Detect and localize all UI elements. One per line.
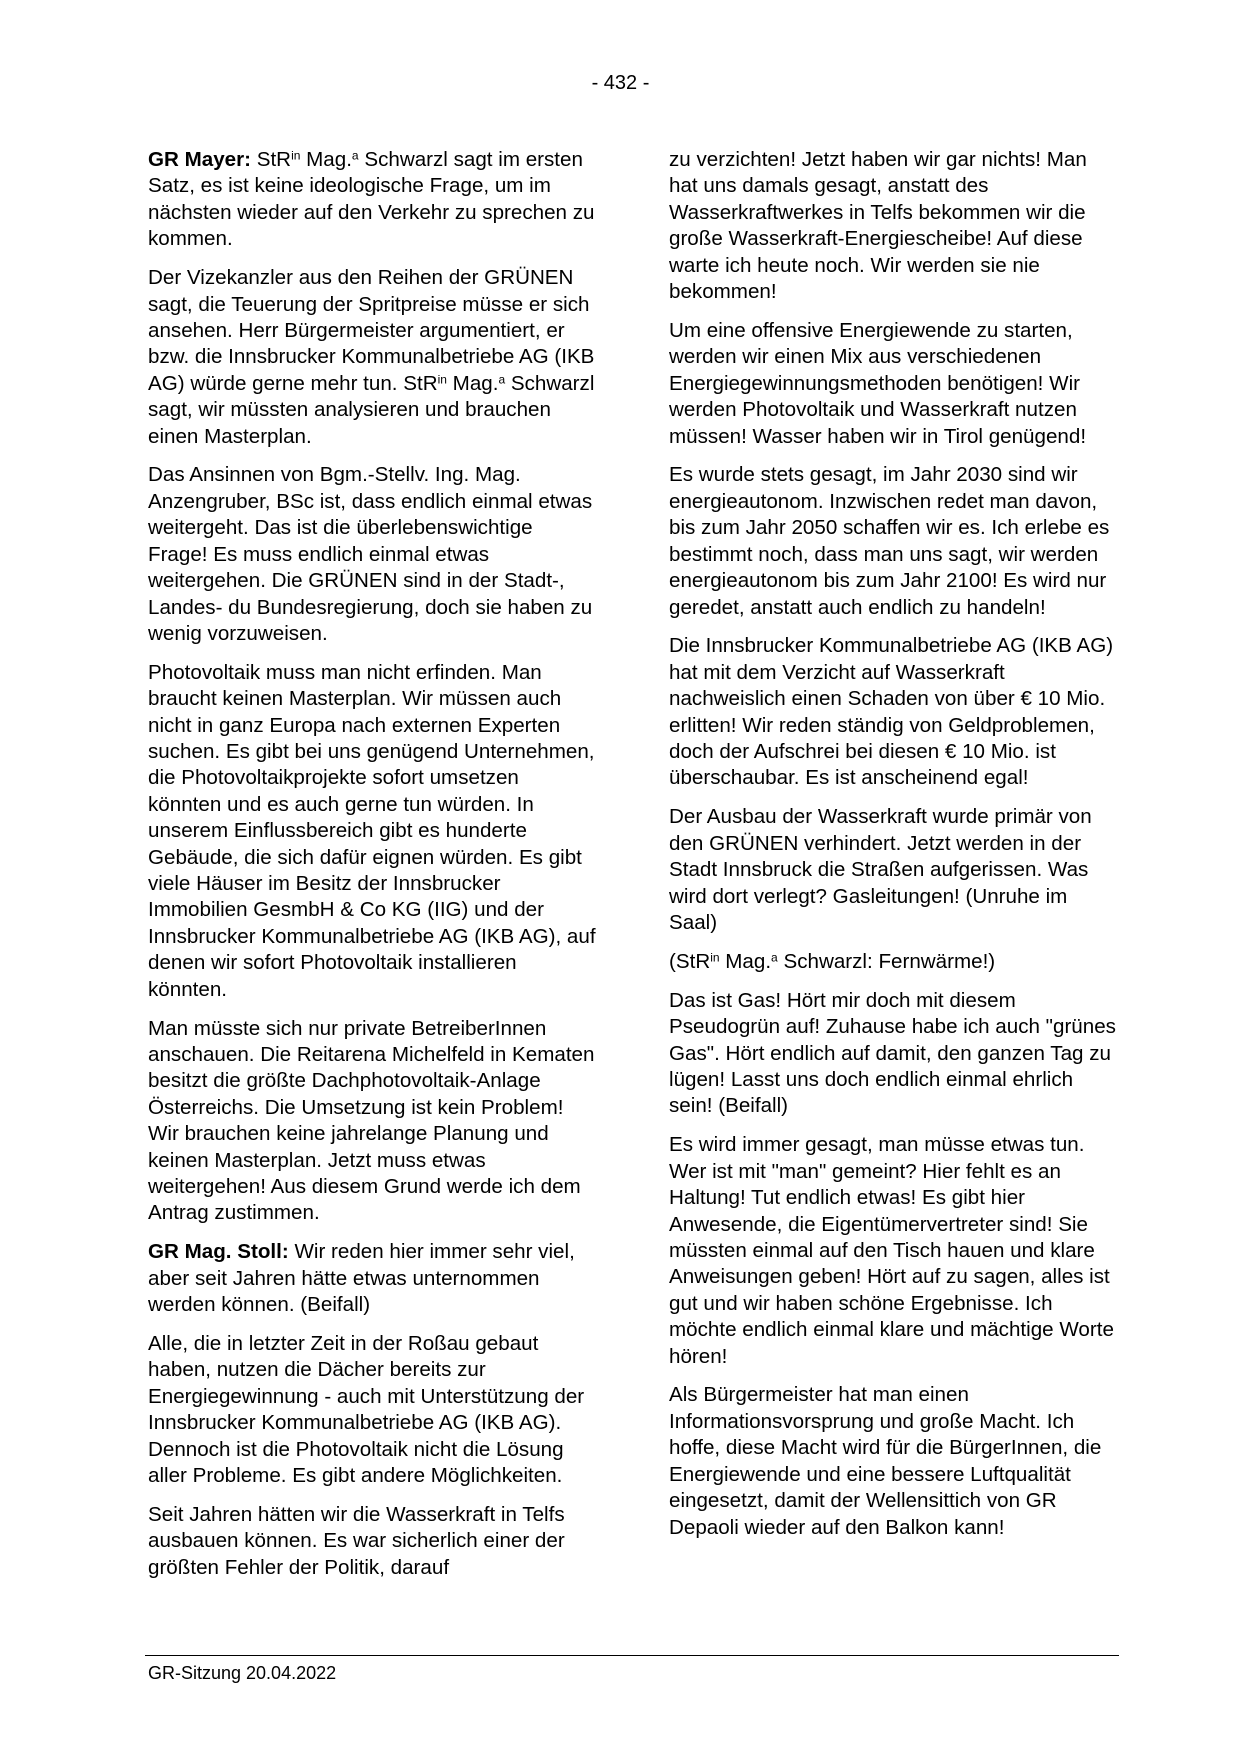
footer-divider (145, 1655, 1119, 1656)
left-column (148, 147, 596, 1594)
paragraph: Um eine offensive Energiewende zu starten, werden wir einen Mix aus verschiedenen Energiegewinnungsmethoden benötigen! Wir werden Photovoltaik und Wasserkraft nutzen müssen! Wasser haben wir in Tirol genügend! (669, 318, 1087, 448)
paragraph: zu verzichten! Jetzt haben wir gar nichts! Man hat uns damals gesagt, anstatt des Wasserkraftwerkes in Telfs bekommen wir die große Wasserkraft-Energiescheibe! Auf diese warte ich heute noch. Wir werden sie nie bekommen! (669, 148, 1087, 304)
paragraph: Es wird immer gesagt, man müsse etwas tun. Wer ist mit "man" gemeint? Hier fehlt es an Haltung! Tut endlich etwas! Es gibt hier Anwesende, die Eigentümervertreter sind! Sie müssten einmal auf den Tisch hauen und klare Anweisungen geben! Hört auf zu sagen, alles ist gut und wir haben schöne Ergebnisse. Ich möchte endlich einmal klare und mächtige Worte hören! (669, 1133, 1114, 1368)
paragraph: Photovoltaik muss man nicht erfinden. Man braucht keinen Masterplan. Wir müssen auch nicht in ganz Europa nach externen Experten suchen. Es gibt bei uns genügend Unternehmen, die Photovoltaikprojekte sofort umsetzen könnten und es auch gerne tun würden. In unserem Einflussbereich gibt es hunderte Gebäude, die sich dafür eignen würden. Es gibt viele Häuser im Besitz der Innsbrucker Immobilien GesmbH & Co KG (IIG) und der Innsbrucker Kommunalbetriebe AG (IKB AG), auf denen wir sofort Photovoltaik installieren könnten. (148, 660, 596, 1001)
paragraph: Man müsste sich nur private BetreiberInnen anschauen. Die Reitarena Michelfeld in Kematen besitzt die größte Dachphotovoltaik-Anlage Österreichs. Die Umsetzung ist kein Problem! Wir brauchen keine jahrelange Planung und keinen Masterplan. Jetzt muss etwas weitergehen! Aus diesem Grund werde ich dem Antrag zustimmen. (148, 1016, 595, 1225)
speaker-name: GR Mag. Stoll: (148, 1240, 289, 1264)
paragraph: Der Vizekanzler aus den Reihen der GRÜNEN sagt, die Teuerung der Spritpreise müsse er sich ansehen. Herr Bürgermeister argumentiert, er bzw. die Innsbrucker Kommunalbetriebe AG (IKB AG) würde gerne mehr tun. StR$^{in}$ Mag.$^a$ Schwarzl sagt, wir müssten analysieren und brauchen einen Masterplan. (148, 266, 595, 448)
page-number: - 432 - (591, 72, 650, 94)
paragraph: Es wurde stets gesagt, im Jahr 2030 sind wir energieautonom. Inzwischen redet man davon, bis zum Jahr 2050 schaffen wir es. Ich erlebe es bestimmt noch, dass man uns sagt, wir werden energieautonom bis zum Jahr 2100! Es wird nur geredet, anstatt auch endlich zu handeln! (669, 463, 1110, 619)
paragraph: (StR$^{in}$ Mag.$^a$ Schwarzl: Fernwärme!) (669, 949, 996, 973)
right-column (669, 147, 1117, 1553)
speaker-name: GR Mayer: (148, 148, 251, 171)
paragraph: Seit Jahren hätten wir die Wasserkraft in Telfs ausbauen können. Es war sicherlich einer der größten Fehler der Politik, darauf (148, 1503, 565, 1579)
paragraph: Die Innsbrucker Kommunalbetriebe AG (IKB AG) hat mit dem Verzicht auf Wasserkraft nachweislich einen Schaden von über € 10 Mio. erlitten! Wir reden ständig von Geldproblemen, doch der Aufschrei bei diesen € 10 Mio. ist überschaubar. Es ist anscheinend egal! (669, 634, 1114, 790)
paragraph: Alle, die in letzter Zeit in der Roßau gebaut haben, nutzen die Dächer bereits zur Energiegewinnung - auch mit Unterstützung der Innsbrucker Kommunalbetriebe AG (IKB AG). Dennoch ist die Photovoltaik nicht die Lösung aller Probleme. Es gibt andere Möglichkeiten. (148, 1332, 585, 1488)
paragraph: Das Ansinnen von Bgm.-Stellv. Ing. Mag. Anzengruber, BSc ist, dass endlich einmal etwas weitergeht. Das ist die überlebenswichtige Frage! Es muss endlich einmal etwas weitergehen. Die GRÜNEN sind in der Stadt-, Landes- du Bundesregierung, doch sie haben zu wenig vorzuweisen. (148, 463, 593, 645)
paragraph: GR Mayer: StR$^{in}$ Mag.$^a$ Schwarzl sagt im ersten Satz, es ist keine ideologische Frage, um im nächsten wieder auf den Verkehr zu sprechen zu kommen. (148, 148, 595, 251)
paragraph: Der Ausbau der Wasserkraft wurde primär von den GRÜNEN verhindert. Jetzt werden in der Stadt Innsbruck die Straßen aufgerissen. Was wird dort verlegt? Gasleitungen! (Unruhe im Saal) (669, 805, 1092, 934)
paragraph: GR Mag. Stoll: Wir reden hier immer sehr viel, aber seit Jahren hätte etwas unternommen werden können. (Beifall) (148, 1240, 575, 1317)
paragraph: Als Bürgermeister hat man einen Informationsvorsprung und große Macht. Ich hoffe, diese Macht wird für die BürgerInnen, die Energiewende und eine bessere Luftqualität eingesetzt, damit der Wellensittich von GR Depaoli wieder auf den Balkon kann! (669, 1383, 1102, 1539)
footer-session-label: GR-Sitzung 20.04.2022 (148, 1663, 337, 1683)
paragraph: Das ist Gas! Hört mir doch mit diesem Pseudogrün auf! Zuhause habe ich auch "grünes Gas". Hört endlich auf damit, den ganzen Tag zu lügen! Lasst uns doch endlich einmal ehrlich sein! (Beifall) (669, 988, 1116, 1118)
